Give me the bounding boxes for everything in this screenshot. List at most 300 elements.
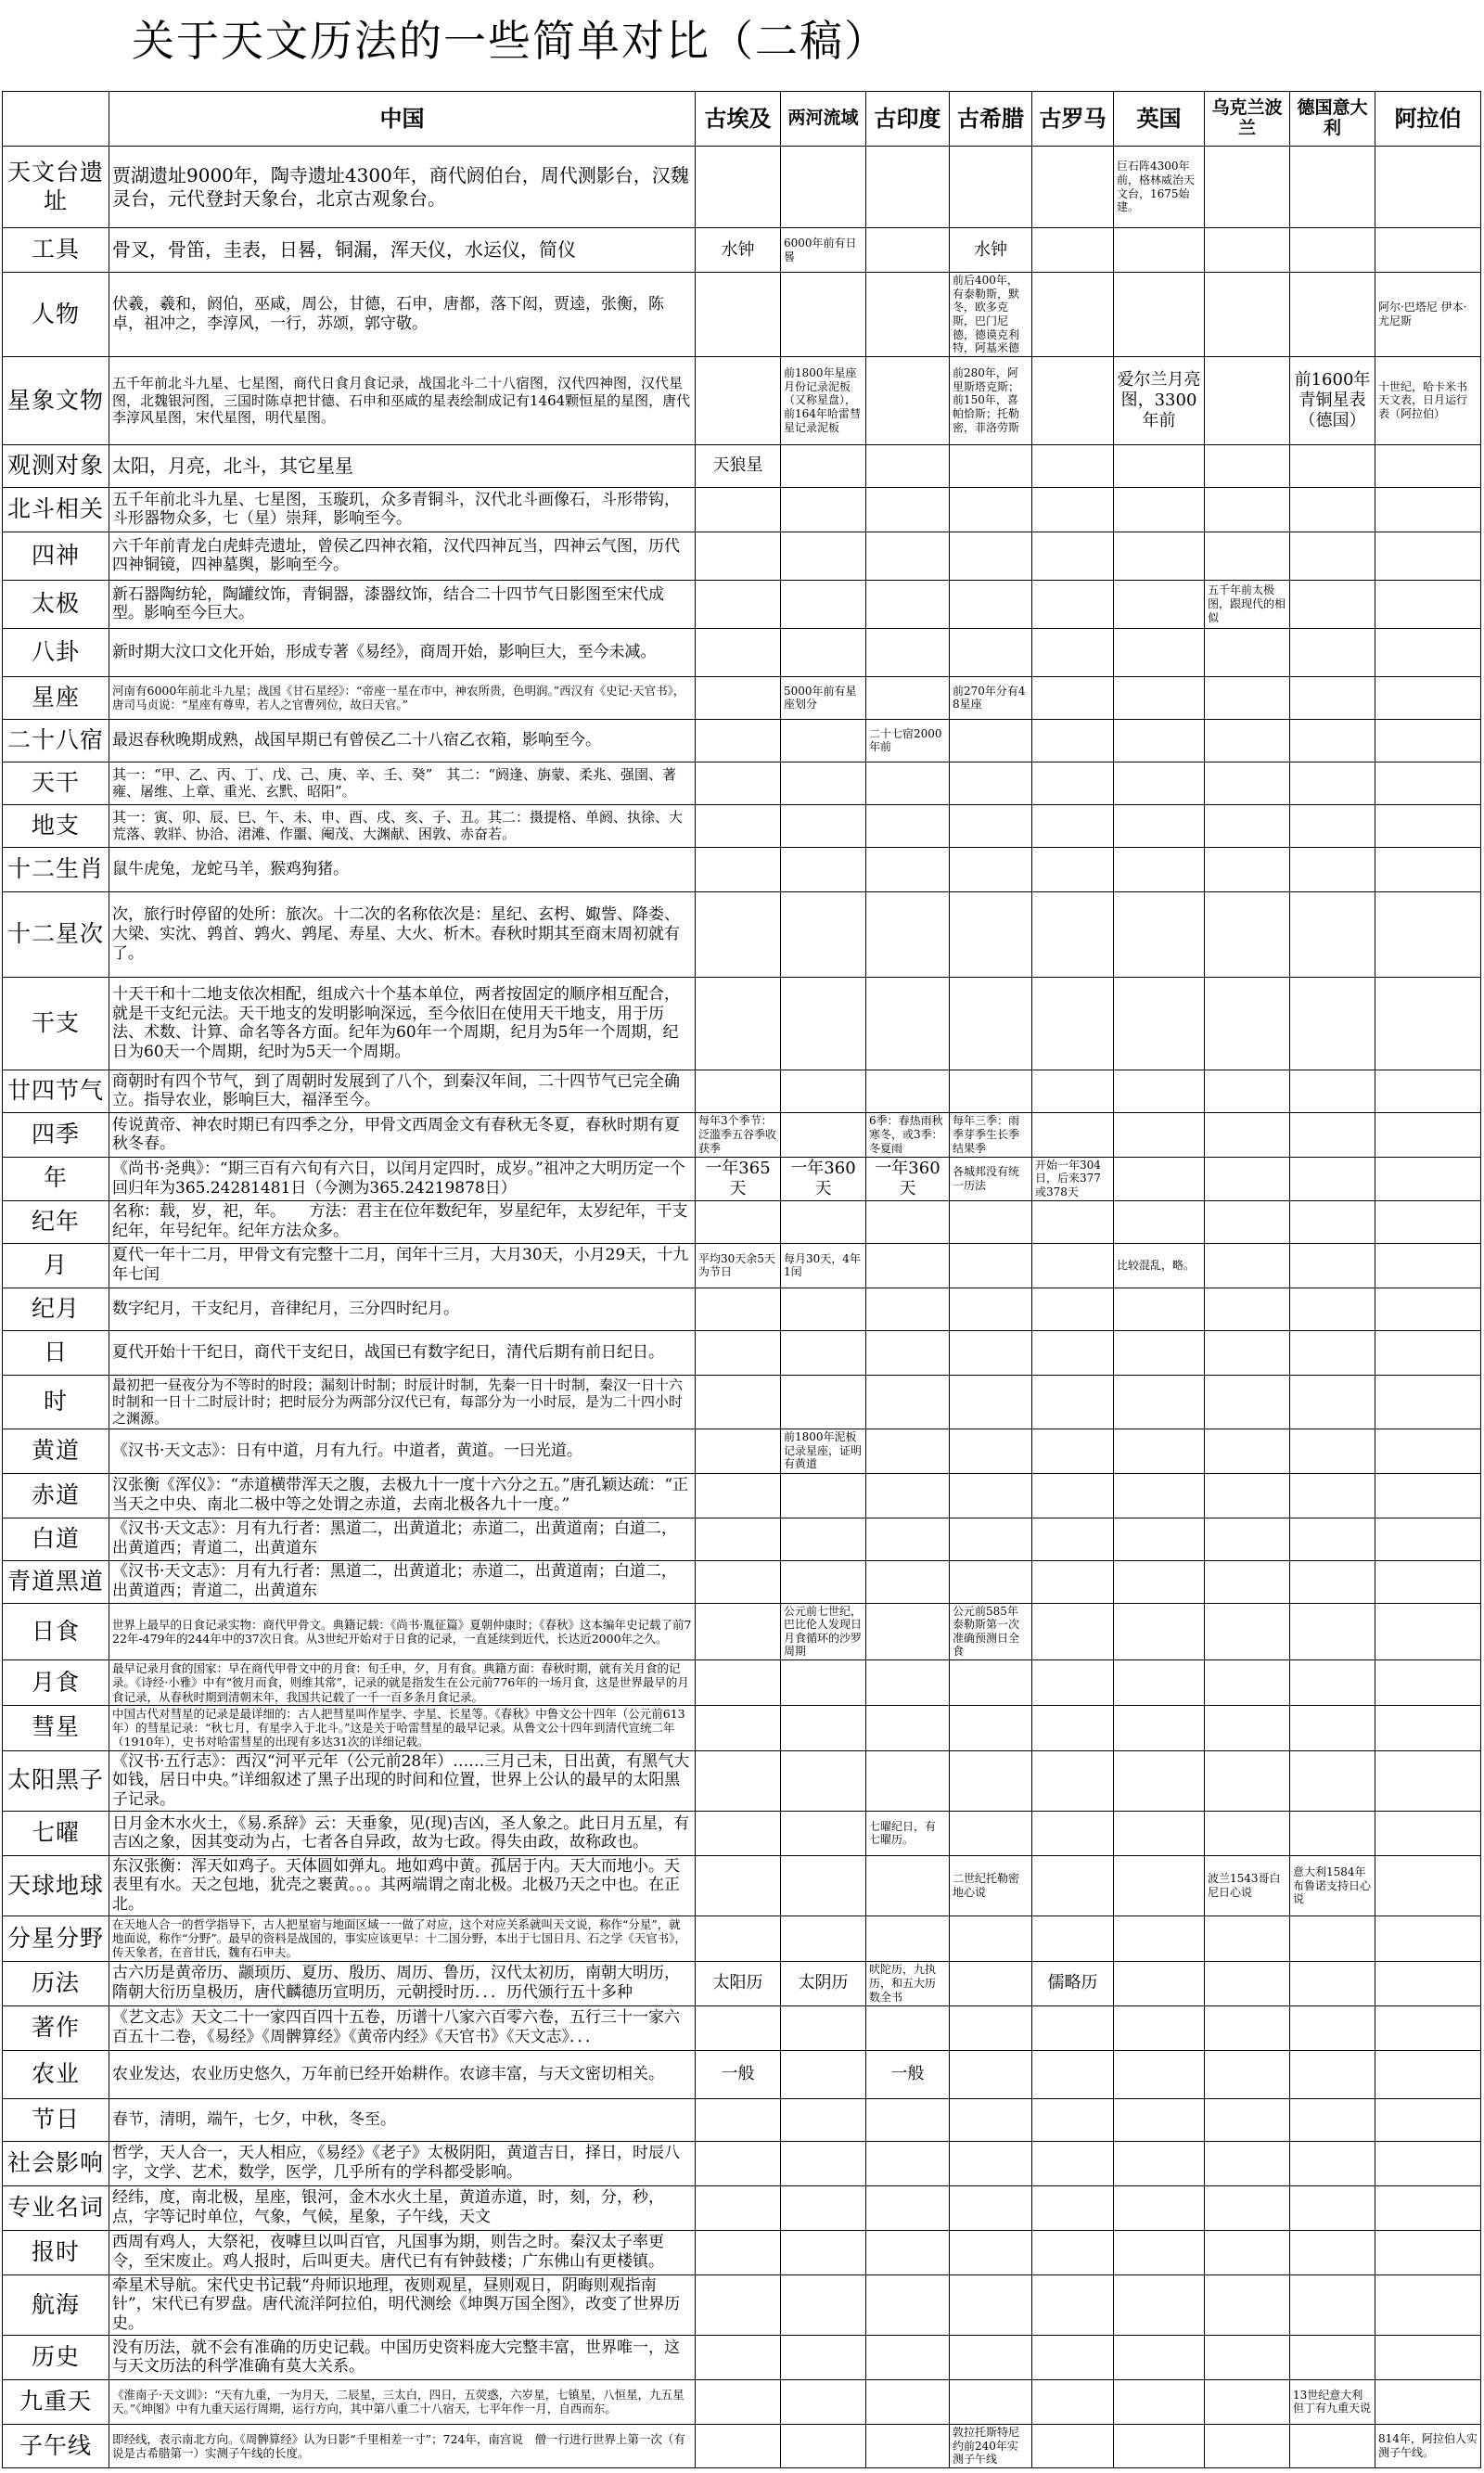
- row-label: 九重天: [3, 2379, 109, 2424]
- region-cell: [1375, 147, 1481, 228]
- region-cell: [1205, 1288, 1290, 1330]
- region-cell: [1032, 891, 1114, 977]
- region-cell: [781, 847, 866, 891]
- region-cell: [866, 356, 950, 444]
- region-cell: [1114, 804, 1205, 847]
- region-cell: [866, 628, 950, 676]
- china-cell: 传说黄帝、神农时期已有四季之分，甲骨文西周金文有春秋无冬夏，春秋时期有夏秋冬春。: [109, 1112, 696, 1157]
- region-cell: [1375, 1330, 1481, 1375]
- table-row: [3, 2335, 1481, 2379]
- region-cell: [1290, 891, 1375, 977]
- region-cell: [1032, 2005, 1114, 2050]
- china-cell: 鼠牛虎兔，龙蛇马羊，猴鸡狗猪。: [109, 847, 696, 891]
- region-cell: 波兰1543哥白尼日心说: [1205, 1855, 1290, 1916]
- region-cell: [781, 2098, 866, 2141]
- region-cell: [1375, 1112, 1481, 1157]
- region-cell: [1205, 147, 1290, 228]
- region-cell: [1205, 532, 1290, 580]
- region-cell: [866, 2335, 950, 2379]
- region-cell: [950, 1518, 1032, 1560]
- region-cell: [1290, 1916, 1375, 1961]
- region-cell: [1290, 1811, 1375, 1855]
- region-cell: [866, 2185, 950, 2230]
- region-cell: [866, 762, 950, 804]
- region-cell: [866, 1603, 950, 1660]
- region-cell: [1032, 273, 1114, 357]
- region-cell: [1032, 2185, 1114, 2230]
- region-cell: [696, 147, 781, 228]
- region-cell: [696, 1660, 781, 1706]
- table-row: [3, 444, 1481, 487]
- region-cell: [1290, 147, 1375, 228]
- region-cell: [1375, 1705, 1481, 1750]
- china-cell: 伏羲，羲和，阏伯，巫咸，周公，甘德，石申，唐都，落下闳，贾逵，张衡，陈卓，祖冲之，李淳风，一行，苏颂，郭守敬。: [109, 273, 696, 357]
- region-cell: [1375, 532, 1481, 580]
- region-cell: [1032, 356, 1114, 444]
- region-cell: [781, 762, 866, 804]
- region-cell: 前1600年青铜星表（德国）: [1290, 356, 1375, 444]
- region-cell: [781, 2005, 866, 2050]
- table-row: [3, 676, 1481, 719]
- region-cell: [1375, 762, 1481, 804]
- region-cell: [950, 487, 1032, 532]
- row-label: 青道黑道: [3, 1560, 109, 1603]
- region-cell: [1032, 1243, 1114, 1288]
- region-cell: [1375, 1375, 1481, 1429]
- region-cell: [1375, 891, 1481, 977]
- table-row: [3, 228, 1481, 273]
- china-cell: 经纬，度，南北极，星座，银河，金木水火土星，黄道赤道，时，刻，分，秒，点，字等记时单位，气象，气候，星象，子午线，天文: [109, 2185, 696, 2230]
- region-cell: [696, 1429, 781, 1473]
- region-cell: [950, 1473, 1032, 1518]
- china-cell: 贾湖遗址9000年，陶寺遗址4300年，商代阏伯台，周代测影台，汉魏灵台，元代登封天象台，北京古观象台。: [109, 147, 696, 228]
- row-label: 工具: [3, 228, 109, 273]
- region-cell: [1114, 2050, 1205, 2098]
- region-cell: [781, 1288, 866, 1330]
- row-label: 二十八宿: [3, 719, 109, 762]
- table-row: [3, 1288, 1481, 1330]
- region-cell: [781, 1750, 866, 1811]
- region-cell: [1032, 1200, 1114, 1243]
- region-cell: [1205, 762, 1290, 804]
- china-cell: 牵星术导航。宋代史书记载“舟师识地理，夜则观星，昼则观日，阴晦则观指南针”，宋代已有罗盘。唐代流洋阿拉伯，明代测绘《坤舆万国全图》，改变了世界历史。: [109, 2274, 696, 2335]
- region-cell: 七曜纪日，有七曜历。: [866, 1811, 950, 1855]
- region-cell: 敦拉托斯特尼约前240年实测子午线: [950, 2424, 1032, 2467]
- region-cell: [1290, 1243, 1375, 1288]
- header-cell: 阿拉伯: [1375, 92, 1481, 147]
- china-cell: 世界上最早的日食记录实物：商代甲骨文。典籍记载：《尚书·胤征篇》夏朝仲康时；《春秋》这本编年史记载了前722年-479年的244年中的37次日食。从3世纪开始对于日食的记录，一直延续到近代，长达近2000年之久。: [109, 1603, 696, 1660]
- region-cell: [1114, 487, 1205, 532]
- region-cell: [1205, 273, 1290, 357]
- table-row: [3, 2379, 1481, 2424]
- region-cell: [1290, 804, 1375, 847]
- region-cell: [696, 1811, 781, 1855]
- region-cell: [1032, 2098, 1114, 2141]
- region-cell: [1375, 2230, 1481, 2274]
- region-cell: [781, 147, 866, 228]
- region-cell: [1114, 1855, 1205, 1916]
- region-cell: [1290, 2424, 1375, 2467]
- region-cell: [1114, 532, 1205, 580]
- region-cell: [950, 1811, 1032, 1855]
- region-cell: 前280年，阿里斯塔克斯；前150年，喜帕恰斯；托勒密，菲洛劳斯: [950, 356, 1032, 444]
- region-cell: [866, 2005, 950, 2050]
- row-label: 十二星次: [3, 891, 109, 977]
- row-label: 地支: [3, 804, 109, 847]
- region-cell: [781, 2050, 866, 2098]
- region-cell: 十世纪，哈卡米书天文表，日月运行表（阿拉伯）: [1375, 356, 1481, 444]
- region-cell: [1114, 1112, 1205, 1157]
- region-cell: [1290, 2098, 1375, 2141]
- china-cell: 次，旅行时停留的处所：旅次。十二次的名称依次是：星纪、玄枵、娵訾、降娄、大梁、实沈、鹑首、鹑火、鹑尾、寿星、大火、析木。春秋时期其至商末周初就有了。: [109, 891, 696, 977]
- header-cell: 古希腊: [950, 92, 1032, 147]
- row-label: 星座: [3, 676, 109, 719]
- region-cell: [1032, 1916, 1114, 1961]
- row-label: 廿四节气: [3, 1070, 109, 1112]
- region-cell: [781, 1705, 866, 1750]
- row-label: 年: [3, 1157, 109, 1200]
- region-cell: [696, 532, 781, 580]
- region-cell: 5000年前有星座划分: [781, 676, 866, 719]
- region-cell: [866, 273, 950, 357]
- region-cell: [866, 1375, 950, 1429]
- region-cell: [781, 532, 866, 580]
- header-cell: 古埃及: [696, 92, 781, 147]
- region-cell: [1205, 2335, 1290, 2379]
- table-row: [3, 2098, 1481, 2141]
- china-cell: 《汉书·天文志》：日有中道，月有九行。中道者，黄道。一曰光道。: [109, 1429, 696, 1473]
- row-label: 四神: [3, 532, 109, 580]
- region-cell: 公元前七世纪，巴比伦人发现日月食循环的沙罗周期: [781, 1603, 866, 1660]
- table-row: [3, 2185, 1481, 2230]
- region-cell: [781, 2141, 866, 2185]
- region-cell: [1290, 444, 1375, 487]
- china-cell: 夏代一年十二月，甲骨文有完整十二月，闰年十三月，大月30天，小月29天，十九年七闰: [109, 1243, 696, 1288]
- china-cell: 五千年前北斗九星、七星图，玉璇玑，众多青铜斗，汉代北斗画像石，斗形带钩，斗形器物众多，七（星）崇拜，影响至今。: [109, 487, 696, 532]
- table-row: [3, 719, 1481, 762]
- region-cell: [696, 2141, 781, 2185]
- region-cell: [950, 1200, 1032, 1243]
- region-cell: 一年360天: [781, 1157, 866, 1200]
- region-cell: [866, 1200, 950, 1243]
- region-cell: [950, 580, 1032, 628]
- region-cell: [1375, 1961, 1481, 2005]
- region-cell: [696, 356, 781, 444]
- region-cell: [1114, 676, 1205, 719]
- table-row: [3, 1375, 1481, 1429]
- header-cell: 英国: [1114, 92, 1205, 147]
- table-row: [3, 2005, 1481, 2050]
- china-cell: 数字纪月，干支纪月，音律纪月，三分四时纪月。: [109, 1288, 696, 1330]
- region-cell: [1114, 1375, 1205, 1429]
- region-cell: [1114, 1660, 1205, 1706]
- region-cell: [1114, 1200, 1205, 1243]
- row-label: 太阳黑子: [3, 1750, 109, 1811]
- region-cell: [696, 487, 781, 532]
- region-cell: [1205, 2274, 1290, 2335]
- region-cell: [866, 147, 950, 228]
- region-cell: [866, 977, 950, 1070]
- region-cell: [1375, 719, 1481, 762]
- region-cell: [1205, 1705, 1290, 1750]
- region-cell: [950, 628, 1032, 676]
- region-cell: [1032, 804, 1114, 847]
- region-cell: [1032, 1660, 1114, 1706]
- row-label: 历史: [3, 2335, 109, 2379]
- region-cell: [696, 2379, 781, 2424]
- region-cell: [1114, 2005, 1205, 2050]
- region-cell: [1290, 1518, 1375, 1560]
- region-cell: [866, 891, 950, 977]
- region-cell: [1205, 487, 1290, 532]
- row-label: 农业: [3, 2050, 109, 2098]
- region-cell: [950, 1916, 1032, 1961]
- region-cell: [866, 2274, 950, 2335]
- row-label: 子午线: [3, 2424, 109, 2467]
- region-cell: [1114, 1473, 1205, 1518]
- region-cell: [1290, 1157, 1375, 1200]
- region-cell: [950, 1243, 1032, 1288]
- region-cell: 前1800年泥板记录星座，证明有黄道: [781, 1429, 866, 1473]
- region-cell: [866, 847, 950, 891]
- region-cell: [696, 1916, 781, 1961]
- region-cell: [950, 444, 1032, 487]
- region-cell: [1205, 228, 1290, 273]
- row-label: 日: [3, 1330, 109, 1375]
- region-cell: [1114, 762, 1205, 804]
- region-cell: [1205, 1811, 1290, 1855]
- region-cell: [1205, 804, 1290, 847]
- region-cell: [1375, 444, 1481, 487]
- china-cell: 《汉书·天文志》：月有九行者：黑道二，出黄道北；赤道二，出黄道南；白道二，出黄道西；青道二，出黄道东: [109, 1560, 696, 1603]
- region-cell: 一般: [696, 2050, 781, 2098]
- row-label: 时: [3, 1375, 109, 1429]
- region-cell: [696, 1603, 781, 1660]
- region-cell: [950, 2230, 1032, 2274]
- region-cell: [1114, 2274, 1205, 2335]
- region-cell: [866, 1288, 950, 1330]
- region-cell: [950, 2379, 1032, 2424]
- region-cell: [1032, 2274, 1114, 2335]
- row-label: 北斗相关: [3, 487, 109, 532]
- region-cell: [1375, 1200, 1481, 1243]
- region-cell: [950, 1750, 1032, 1811]
- region-cell: [1375, 676, 1481, 719]
- region-cell: [696, 273, 781, 357]
- region-cell: [781, 1330, 866, 1375]
- region-cell: [950, 1288, 1032, 1330]
- region-cell: [1205, 2098, 1290, 2141]
- region-cell: [1032, 532, 1114, 580]
- region-cell: [1114, 1070, 1205, 1112]
- region-cell: [1032, 1560, 1114, 1603]
- region-cell: [1114, 1429, 1205, 1473]
- china-cell: 六千年前青龙白虎蚌壳遗址，曾侯乙四神衣箱，汉代四神瓦当，四神云气图，历代四神铜镜，四神墓舆，影响至今。: [109, 532, 696, 580]
- region-cell: [1290, 228, 1375, 273]
- region-cell: [1290, 532, 1375, 580]
- region-cell: 一般: [866, 2050, 950, 2098]
- region-cell: [696, 847, 781, 891]
- row-label: 七曜: [3, 1811, 109, 1855]
- region-cell: 水钟: [696, 228, 781, 273]
- region-cell: [1205, 1330, 1290, 1375]
- region-cell: [696, 1330, 781, 1375]
- china-cell: 十天干和十二地支依次相配，组成六十个基本单位，两者按固定的顺序相互配合，就是干支纪元法。天干地支的发明影响深远，至今依旧在使用天干地支，用于历法、术数、计算、命名等各方面。纪年为60年一个周期，纪月为5年一个周期，纪日为60天一个周期，纪时为5天一个周期。: [109, 977, 696, 1070]
- region-cell: [1032, 1375, 1114, 1429]
- region-cell: [696, 2185, 781, 2230]
- china-cell: 《淮南子·天文训》：“天有九重，一为月天，二辰星，三太白，四日，五荧惑，六岁星，七镇星，八恒星，九五星天。”《坤图》中有九重天运行周期，运行方向，其中第八重二十八宿天，七平年作一月，自西而东。: [109, 2379, 696, 2424]
- region-cell: [1032, 1429, 1114, 1473]
- region-cell: [1032, 147, 1114, 228]
- region-cell: [781, 628, 866, 676]
- region-cell: [1375, 2274, 1481, 2335]
- region-cell: [1290, 1750, 1375, 1811]
- region-cell: [1375, 487, 1481, 532]
- region-cell: [1032, 2379, 1114, 2424]
- table-row: [3, 847, 1481, 891]
- region-cell: [1032, 628, 1114, 676]
- table-row: [3, 1705, 1481, 1750]
- region-cell: [1290, 1112, 1375, 1157]
- region-cell: [781, 444, 866, 487]
- region-cell: [1290, 1705, 1375, 1750]
- china-cell: 太阳，月亮，北斗，其它星星: [109, 444, 696, 487]
- region-cell: [696, 719, 781, 762]
- region-cell: [1375, 1603, 1481, 1660]
- region-cell: [950, 847, 1032, 891]
- region-cell: [1114, 2335, 1205, 2379]
- region-cell: [1290, 1070, 1375, 1112]
- region-cell: [1205, 1603, 1290, 1660]
- table-row: [3, 487, 1481, 532]
- region-cell: [1375, 977, 1481, 1070]
- region-cell: [781, 2230, 866, 2274]
- region-cell: [1205, 1429, 1290, 1473]
- region-cell: [866, 1243, 950, 1288]
- region-cell: [1375, 1070, 1481, 1112]
- region-cell: [1375, 1157, 1481, 1200]
- region-cell: 前后400年，有泰勒斯，默冬，欧多克斯，巴门尼德，德谟克利特，阿基米德: [950, 273, 1032, 357]
- region-cell: [1114, 2230, 1205, 2274]
- document-title: 关于天文历法的一些简单对比（二稿）: [132, 16, 889, 66]
- region-cell: [781, 1473, 866, 1518]
- region-cell: [696, 1375, 781, 1429]
- region-cell: [1114, 891, 1205, 977]
- region-cell: [1375, 804, 1481, 847]
- table-row: [3, 977, 1481, 1070]
- region-cell: [1114, 1560, 1205, 1603]
- region-cell: 814年，阿拉伯人实测子午线。: [1375, 2424, 1481, 2467]
- region-cell: [866, 2379, 950, 2424]
- region-cell: [1205, 977, 1290, 1070]
- region-cell: [950, 2005, 1032, 2050]
- header-cell: 两河流域: [781, 92, 866, 147]
- region-cell: [866, 444, 950, 487]
- region-cell: [781, 1112, 866, 1157]
- china-cell: 东汉张衡：浑天如鸡子。天体圆如弹丸。地如鸡中黄。孤居于内。天大而地小。天表里有水。天之包地，犹壳之裹黄。。。其两端谓之南北极。北极乃天之中也。在正北。: [109, 1855, 696, 1916]
- row-label: 八卦: [3, 628, 109, 676]
- region-cell: [1205, 676, 1290, 719]
- region-cell: [1290, 1330, 1375, 1375]
- region-cell: [1032, 580, 1114, 628]
- region-cell: [866, 228, 950, 273]
- region-cell: [866, 1560, 950, 1603]
- row-label: 观测对象: [3, 444, 109, 487]
- region-cell: [781, 2379, 866, 2424]
- region-cell: [1205, 1157, 1290, 1200]
- region-cell: [1205, 2379, 1290, 2424]
- region-cell: [950, 804, 1032, 847]
- region-cell: [696, 762, 781, 804]
- region-cell: 爱尔兰月亮图，3300年前: [1114, 356, 1205, 444]
- header-cell: 古印度: [866, 92, 950, 147]
- header-cell: 中国: [109, 92, 696, 147]
- region-cell: [1290, 2230, 1375, 2274]
- region-cell: 吠陀历，九执历，和五大历数全书: [866, 1961, 950, 2005]
- china-cell: 西周有鸡人，大祭祀，夜嘑旦以叫百官，凡国事为期，则告之时。秦汉太子率更令，至宋废止。鸡人报时，后叫更夫。唐代已有有钟鼓楼；广东佛山有更楼镇。: [109, 2230, 696, 2274]
- region-cell: [696, 676, 781, 719]
- region-cell: [1205, 2050, 1290, 2098]
- region-cell: [696, 891, 781, 977]
- region-cell: [1032, 2230, 1114, 2274]
- region-cell: [1032, 1070, 1114, 1112]
- china-cell: 河南有6000年前北斗九星；战国《甘石星经》：“帝座一星在市中，神农所贵，色明润。”西汉有《史记·天官书》，唐司马贞说：“星座有尊卑，若人之官曹列位，故曰天官。”: [109, 676, 696, 719]
- region-cell: 巨石阵4300年前，格林威治天文台，1675始建。: [1114, 147, 1205, 228]
- header-cell: 古罗马: [1032, 92, 1114, 147]
- region-cell: [1290, 1429, 1375, 1473]
- region-cell: [781, 2274, 866, 2335]
- region-cell: [696, 1560, 781, 1603]
- region-cell: [696, 1750, 781, 1811]
- region-cell: [1205, 2141, 1290, 2185]
- region-cell: [1114, 580, 1205, 628]
- region-cell: [1205, 2230, 1290, 2274]
- region-cell: [781, 273, 866, 357]
- region-cell: [1114, 2379, 1205, 2424]
- table-row: [3, 356, 1481, 444]
- region-cell: [1032, 1473, 1114, 1518]
- region-cell: [866, 1705, 950, 1750]
- china-cell: 最初把一昼夜分为不等时的时段；漏刻计时制；时辰计时制，先秦一日十时制，秦汉一日十六时制和一日十二时辰计时；把时辰分为两部分汉代已有，每部分为一小时辰，是为二十四小时之渊源。: [109, 1375, 696, 1429]
- region-cell: [866, 1429, 950, 1473]
- row-label: 天球地球: [3, 1855, 109, 1916]
- region-cell: 一年365天: [696, 1157, 781, 1200]
- region-cell: [1375, 2005, 1481, 2050]
- region-cell: [1114, 847, 1205, 891]
- region-cell: [1205, 2424, 1290, 2467]
- region-cell: 开始一年304日，后来377或378天: [1032, 1157, 1114, 1200]
- region-cell: [1375, 847, 1481, 891]
- region-cell: [1032, 847, 1114, 891]
- region-cell: [781, 1518, 866, 1560]
- region-cell: [781, 1070, 866, 1112]
- comparison-table: [2, 91, 1481, 2468]
- region-cell: [696, 2005, 781, 2050]
- row-label: 太极: [3, 580, 109, 628]
- row-label: 黄道: [3, 1429, 109, 1473]
- region-cell: [1032, 2335, 1114, 2379]
- row-label: 航海: [3, 2274, 109, 2335]
- region-cell: [866, 1660, 950, 1706]
- region-cell: [696, 2274, 781, 2335]
- china-cell: 最迟春秋晚期成熟，战国早期已有曾侯乙二十八宿乙衣箱，影响至今。: [109, 719, 696, 762]
- region-cell: [781, 1375, 866, 1429]
- region-cell: [781, 719, 866, 762]
- region-cell: 6000年前有日晷: [781, 228, 866, 273]
- china-cell: 没有历法，就不会有准确的历史记载。中国历史资料庞大完整丰富，世界唯一，这与天文历法的科学准确有莫大关系。: [109, 2335, 696, 2379]
- region-cell: [950, 719, 1032, 762]
- region-cell: [1032, 1518, 1114, 1560]
